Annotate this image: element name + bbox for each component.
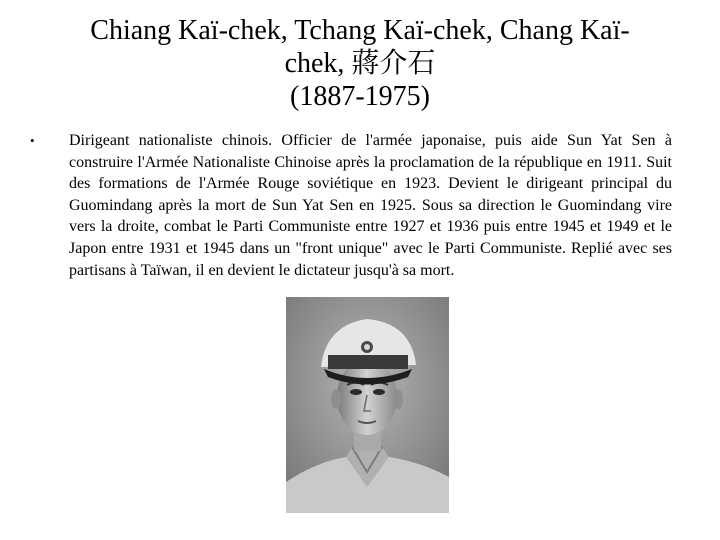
title-line: Chiang Kaï-chek, Tchang Kaï-chek, Chang Kaï- — [90, 15, 630, 46]
bullet-icon: • — [30, 133, 35, 148]
bullet-text: Dirigeant nationaliste chinois. Officier de l'armée japonaise, puis aide Sun Yat Sen à construire l'Armée Nationaliste Chinoise après la proclamation de la république en 1911. Suit des formations de l'Armée Rouge soviétique en 1923. Devient le dirigeant principal du Guomindang après la mort de Sun Yat Sen en 1925. Sous sa direction le Guomindang vire vers la droite, combat le Parti Communiste entre 1927 et 1936 puis entre 1945 et 1949 et le Japon entre 1931 et 1945 dans un "front unique" avec le Parti Communiste. Replié avec ses partisans à Taïwan, il en devient le dictateur jusqu'à sa mort. — [69, 132, 672, 279]
portrait-photo — [286, 297, 449, 513]
title-line: (1887-1975) — [290, 81, 430, 112]
title-line: chek, 蔣介石 — [284, 48, 436, 79]
slide-title — [40, 14, 680, 113]
portrait-image — [286, 297, 449, 513]
